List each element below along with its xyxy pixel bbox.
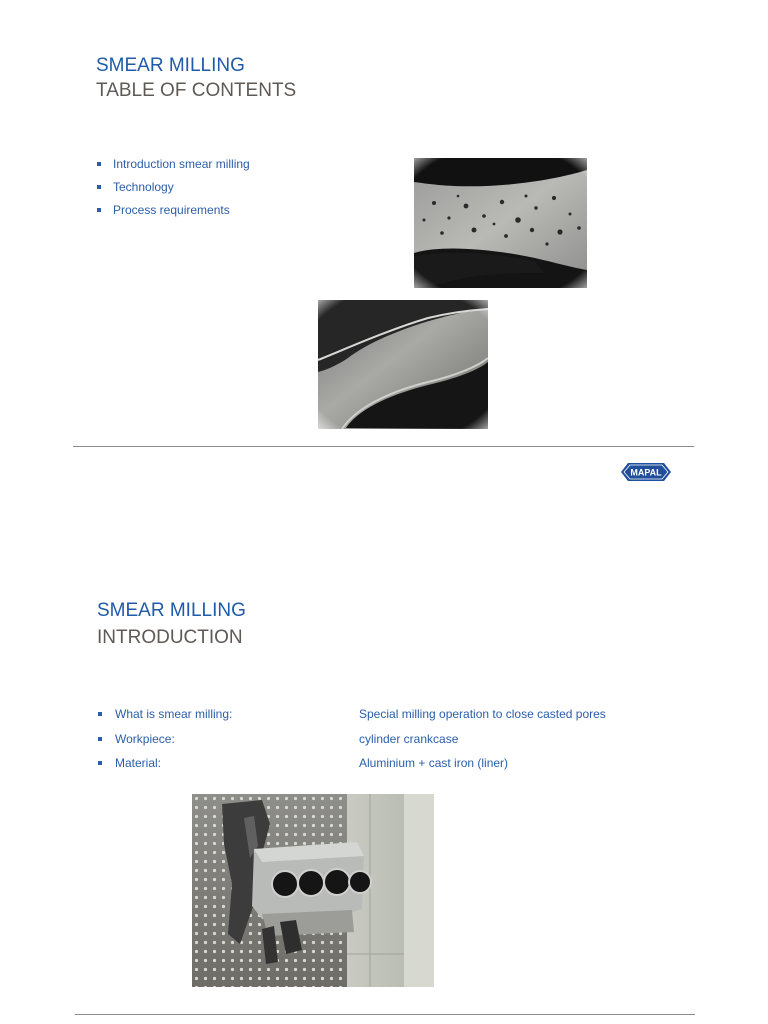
bullet-icon <box>98 761 102 765</box>
engine-block-photo <box>192 794 434 987</box>
svg-text:MAPAL: MAPAL <box>630 467 662 478</box>
toc-list <box>96 157 250 226</box>
bullet-icon <box>97 185 101 189</box>
intro-value: cylinder crankcase <box>359 731 459 746</box>
intro-label: Workpiece: <box>115 731 175 746</box>
slide2-subtitle: INTRODUCTION <box>97 627 243 648</box>
toc-item: Introduction smear milling <box>96 157 250 180</box>
bullet-icon <box>97 162 101 166</box>
bullet-icon <box>98 737 102 741</box>
slide2-title: SMEAR MILLING <box>97 600 246 621</box>
intro-row <box>97 707 657 732</box>
intro-label: Material: <box>115 756 162 770</box>
slide-divider <box>73 446 694 447</box>
toc-item: Process requirements <box>96 203 250 226</box>
mapal-logo <box>619 460 673 484</box>
bullet-icon <box>98 712 102 716</box>
intro-label: What is smear milling: <box>115 707 233 721</box>
smooth-surface-photo <box>318 300 488 429</box>
intro-row <box>97 756 657 781</box>
porous-surface-photo <box>414 158 587 288</box>
intro-row <box>97 732 657 757</box>
toc-item: Technology <box>96 180 250 203</box>
intro-value: Aluminium + cast iron (liner) <box>359 756 509 770</box>
slide1-title: SMEAR MILLING <box>96 55 245 76</box>
slide-divider <box>75 1014 695 1015</box>
slide1-subtitle: TABLE OF CONTENTS <box>96 80 297 101</box>
intro-table <box>97 707 657 781</box>
bullet-icon <box>97 208 101 212</box>
intro-value: Special milling operation to close casted pores <box>359 707 606 721</box>
